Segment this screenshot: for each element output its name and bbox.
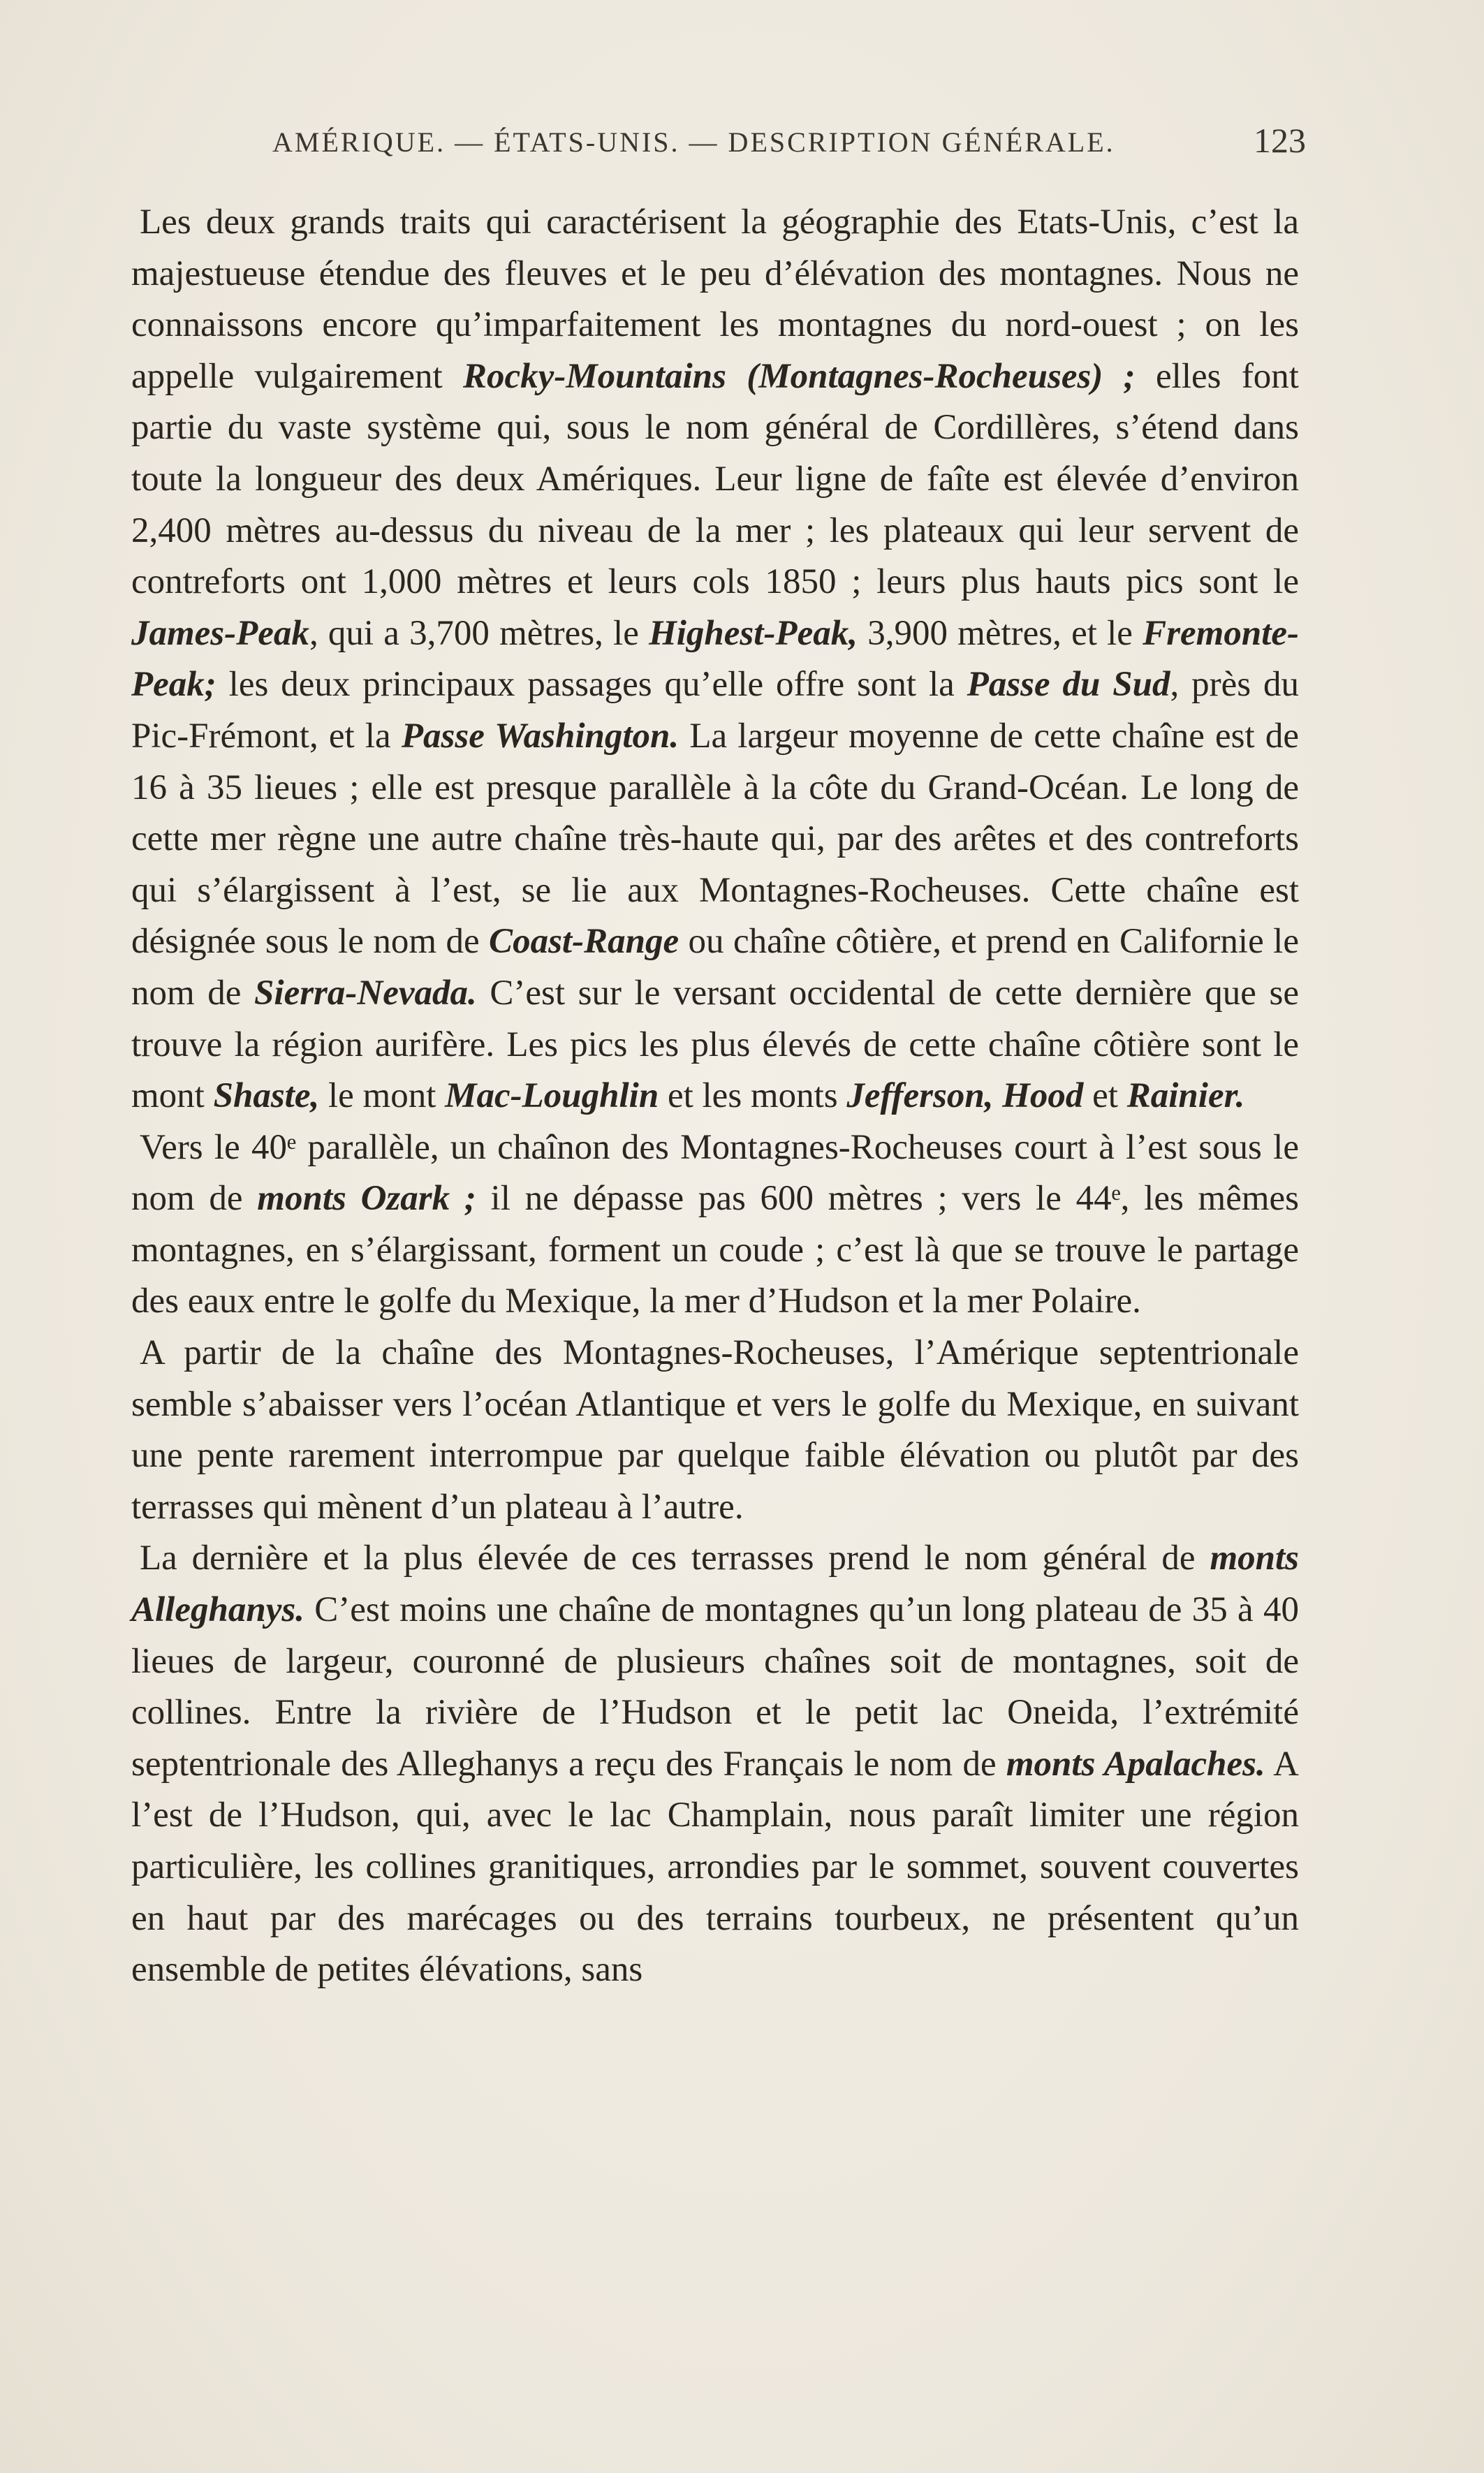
place-name-passe-du-sud: Passe du Sud [967, 665, 1170, 705]
running-head [126, 117, 1306, 166]
place-name-monts-alleghanys: monts Alleghanys. [131, 1539, 1299, 1630]
text-segment: , près du Pic-Frémont, et la [131, 665, 1300, 756]
place-name-monts-ozark: monts Ozark ; [257, 1179, 476, 1219]
text-segment: il ne dépasse pas 600 mètres ; vers le 44ᵉ, les mêmes montagnes, en s’élargissant, forment un coude ; c’est là que se trouve le partage des eaux entre le golfe du Mexique, la mer d’Hudson et la mer Polaire. [131, 1179, 1299, 1321]
text-segment: 3,900 mètres, et le [857, 613, 1143, 653]
text-segment: La largeur moyenne de cette chaîne est de 16 à 35 lieues ; elle est presque parallèle à la côte du Grand-Océan. Le long de cette mer règne une autre chaîne très-haute qui, par des arêtes et des contreforts qui s’élargissent à l’est, se lie aux Montagnes-Rocheuses. Cette chaîne est désignée sous le nom de [131, 716, 1299, 962]
text-segment: Les deux grands traits qui caractérisent la géographie des Etats-Unis, c’est la majestueuse étendue des fleuves et le peu d’élévation des montagnes. Nous ne connaissons encore qu’imparfaitement les montagnes du nord-ouest ; on les appelle vulgairement [131, 203, 1299, 396]
text-segment: , qui a 3,700 mètres, le [309, 613, 649, 653]
place-name-rainier: Rainier. [1126, 1076, 1245, 1116]
place-name-coast-range: Coast-Range [489, 922, 679, 962]
body-text [131, 197, 1299, 1996]
place-name-fremonte-peak: Fremonte-Peak; [131, 613, 1299, 705]
paragraph-rocky-mountains [131, 197, 1299, 1122]
text-segment: et les monts [659, 1076, 847, 1116]
place-name-passe-washington: Passe Washington. [401, 716, 679, 756]
text-segment: A partir de la chaîne des Montagnes-Rocheuses, l’Amérique septentrionale semble s’abaisser vers l’océan Atlantique et vers le golfe du Mexique, en suivant une pente rarement interrompue par quelque faible élévation ou plutôt par des terrasses qui mènent d’un plateau à l’autre. [131, 1333, 1299, 1527]
place-name-sierra-nevada: Sierra-Nevada. [254, 973, 477, 1013]
place-name-mac-loughlin: Mac-Loughlin [445, 1076, 659, 1116]
place-name-james-peak: James-Peak [131, 613, 309, 653]
text-segment: C’est sur le versant occidental de cette dernière que se trouve la région aurifère. Les pics les plus élevés de cette chaîne côtière sont le mont [131, 973, 1299, 1116]
text-segment: le mont [319, 1076, 446, 1116]
text-segment: elles font partie du vaste système qui, sous le nom général de Cordillères, s’étend dans toute la longueur des deux Amériques. Leur ligne de faîte est élevée d’environ 2,400 mètres au-dessus du niveau de la mer ; les plateaux qui leur servent de contreforts ont 1,000 mètres et leurs cols 1850 ; leurs plus hauts pics sont le [131, 356, 1299, 602]
text-segment: La dernière et la plus élevée de ces terrasses prend le nom général de [140, 1539, 1210, 1578]
text-segment: C’est moins une chaîne de montagnes qu’un long plateau de 35 à 40 lieues de largeur, couronné de plusieurs chaînes soit de montagnes, soit de collines. Entre la rivière de l’Hudson et le petit lac Oneida, l’extrémité septentrionale des Alleghanys a reçu des Français le nom de [131, 1590, 1299, 1784]
paragraph-ozark [131, 1122, 1299, 1328]
text-segment: A l’est de l’Hudson, qui, avec le lac Champlain, nous paraît limiter une région particulière, les collines granitiques, arrondies par le sommet, souvent couvertes en haut par des marécages ou des terrains tourbeux, ne présentent qu’un ensemble de petites élévations, sans [131, 1744, 1299, 1990]
place-name-highest-peak: Highest-Peak, [649, 613, 858, 653]
text-segment: et [1083, 1076, 1127, 1116]
running-title: AMÉRIQUE. — ÉTATS-UNIS. — DESCRIPTION GÉNÉRALE. [272, 126, 1115, 158]
place-name-jefferson-hood: Jefferson, Hood [846, 1076, 1084, 1116]
paragraph-alleghanys [131, 1533, 1299, 1995]
text-segment: Vers le 40ᵉ parallèle, un chaînon des Montagnes-Rocheuses court à l’est sous le nom de [131, 1127, 1299, 1219]
page-number: 123 [1254, 121, 1306, 160]
place-name-rocky-mountains: Rocky-Mountains (Montagnes-Rocheuses) ; [463, 356, 1136, 396]
place-name-monts-apalaches: monts Apalaches. [1006, 1744, 1265, 1784]
text-segment: les deux principaux passages qu’elle offre sont la [216, 665, 967, 705]
paragraph-atlantic-slope [131, 1328, 1299, 1533]
text-segment: ou chaîne côtière, et prend en Californie le nom de [131, 922, 1299, 1013]
place-name-shaste: Shaste, [213, 1076, 320, 1116]
